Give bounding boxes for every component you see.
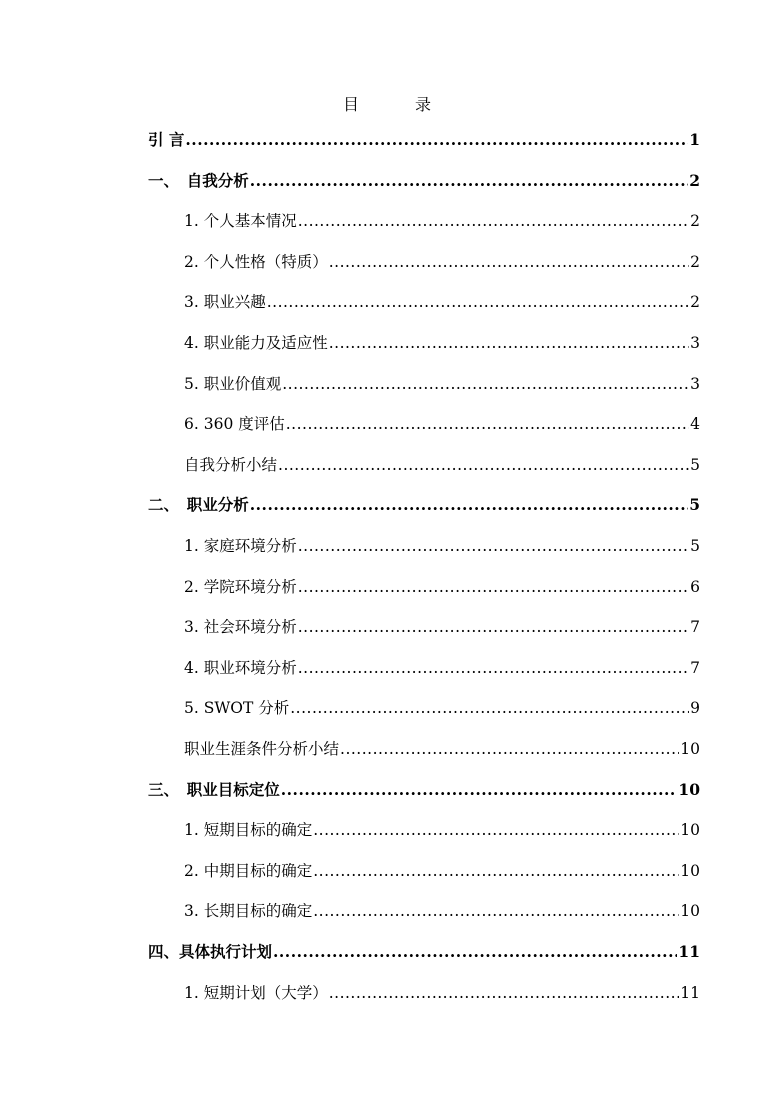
dot-leader [298, 659, 689, 677]
toc-entry-page-number: 9 [690, 699, 700, 718]
toc-entry-label: 1. 个人基本情况 [184, 212, 297, 231]
toc-entry[interactable] [148, 778, 700, 808]
toc-entry-label: 二、 职业分析 [148, 495, 249, 515]
toc-entry-page-number: 3 [690, 374, 700, 393]
toc-entry-label: 2. 中期目标的确定 [184, 861, 313, 880]
toc-entry-label: 1. 家庭环境分析 [184, 537, 297, 555]
dot-leader [273, 942, 677, 961]
dot-leader [329, 334, 689, 352]
toc-entry-label: 3. 社会环境分析 [184, 618, 297, 637]
toc-entry-label: 引 言 [148, 130, 185, 149]
toc-entry-label: 4. 职业能力及适应性 [184, 334, 328, 352]
toc-entry-page-number: 5 [690, 537, 700, 555]
toc-entry-label: 3. 长期目标的确定 [184, 902, 313, 921]
dot-leader [282, 375, 689, 393]
toc-entry-label: 三、 职业目标定位 [148, 779, 280, 799]
toc-entry[interactable] [148, 940, 700, 970]
toc-entry[interactable] [184, 981, 700, 1011]
toc-entry-page-number: 10 [680, 821, 700, 840]
dot-leader [281, 780, 678, 799]
toc-entry[interactable] [184, 615, 700, 645]
toc-entry[interactable] [184, 696, 700, 726]
toc-entry-page-number: 2 [690, 252, 700, 271]
toc-entry-label: 6. 360 度评估 [184, 415, 285, 434]
toc-entry[interactable] [184, 656, 700, 686]
toc-entry[interactable] [184, 372, 700, 402]
toc-entry-page-number: 2 [690, 293, 700, 312]
toc-entry-label: 5. 职业价值观 [184, 374, 282, 393]
toc-entry[interactable] [184, 331, 700, 361]
dot-leader [298, 618, 689, 636]
toc-entry-label: 2. 学院环境分析 [184, 577, 297, 596]
toc-entry[interactable] [184, 818, 700, 848]
toc-entry-page-number: 5 [690, 455, 700, 474]
toc-entry-page-number: 10 [680, 861, 700, 880]
dot-leader [329, 984, 680, 1002]
toc-entry-label: 四、具体执行计划 [148, 942, 273, 961]
toc-entry-label: 自我分析小结 [184, 455, 278, 474]
toc-entry-label: 5. SWOT 分析 [184, 699, 290, 718]
toc-entry-page-number: 11 [680, 983, 700, 1002]
toc-entry-label: 4. 职业环境分析 [184, 658, 297, 677]
toc-entry-label: 1. 短期计划（大学） [184, 983, 328, 1002]
dot-leader [298, 537, 689, 555]
toc-entry[interactable] [184, 899, 700, 929]
toc-entry-page-number: 10 [678, 779, 700, 799]
toc-title: 目 录 [342, 95, 451, 114]
dot-leader [313, 821, 679, 839]
toc-entry[interactable] [184, 453, 700, 483]
toc-entry[interactable] [184, 250, 700, 280]
toc-entry-page-number: 4 [690, 415, 700, 434]
toc-entry-page-number: 5 [689, 495, 700, 515]
toc-entry[interactable] [184, 575, 700, 605]
dot-leader [298, 578, 689, 596]
toc-entry[interactable] [184, 209, 700, 239]
dot-leader [278, 456, 689, 474]
dot-leader [286, 415, 689, 433]
toc-entry-label: 2. 个人性格（特质） [184, 252, 328, 271]
toc-entry-page-number: 2 [689, 170, 700, 190]
toc-entry[interactable] [184, 290, 700, 320]
toc-entry[interactable] [184, 859, 700, 889]
toc-entry-page-number: 7 [690, 658, 700, 677]
toc-entry-label: 职业生涯条件分析小结 [184, 740, 340, 758]
dot-leader [290, 699, 689, 717]
dot-leader [250, 171, 688, 190]
toc-entry-page-number: 1 [689, 130, 700, 149]
dot-leader [267, 293, 689, 311]
toc-entry-label: 1. 短期目标的确定 [184, 821, 313, 840]
dot-leader [329, 253, 689, 271]
dot-leader [313, 902, 679, 920]
toc-entry-label: 一、 自我分析 [148, 170, 249, 190]
toc-entry[interactable] [148, 128, 700, 158]
toc-entry[interactable] [184, 412, 700, 442]
dot-leader [340, 740, 679, 758]
toc-entry[interactable] [184, 534, 700, 564]
toc-entry-page-number: 11 [678, 942, 700, 961]
toc-entry-page-number: 10 [680, 902, 700, 921]
toc-entry-page-number: 2 [690, 212, 700, 231]
toc-entry-label: 3. 职业兴趣 [184, 293, 266, 312]
toc-entry-page-number: 6 [690, 577, 700, 596]
toc-entry-page-number: 10 [680, 740, 700, 758]
dot-leader [185, 130, 688, 149]
toc-entry-page-number: 7 [690, 618, 700, 637]
toc-entry[interactable] [184, 737, 700, 767]
dot-leader [250, 495, 688, 514]
toc-entry[interactable] [148, 493, 700, 523]
toc-entry[interactable] [148, 169, 700, 199]
dot-leader [298, 212, 689, 230]
toc-entry-page-number: 3 [690, 334, 700, 352]
dot-leader [313, 862, 679, 880]
